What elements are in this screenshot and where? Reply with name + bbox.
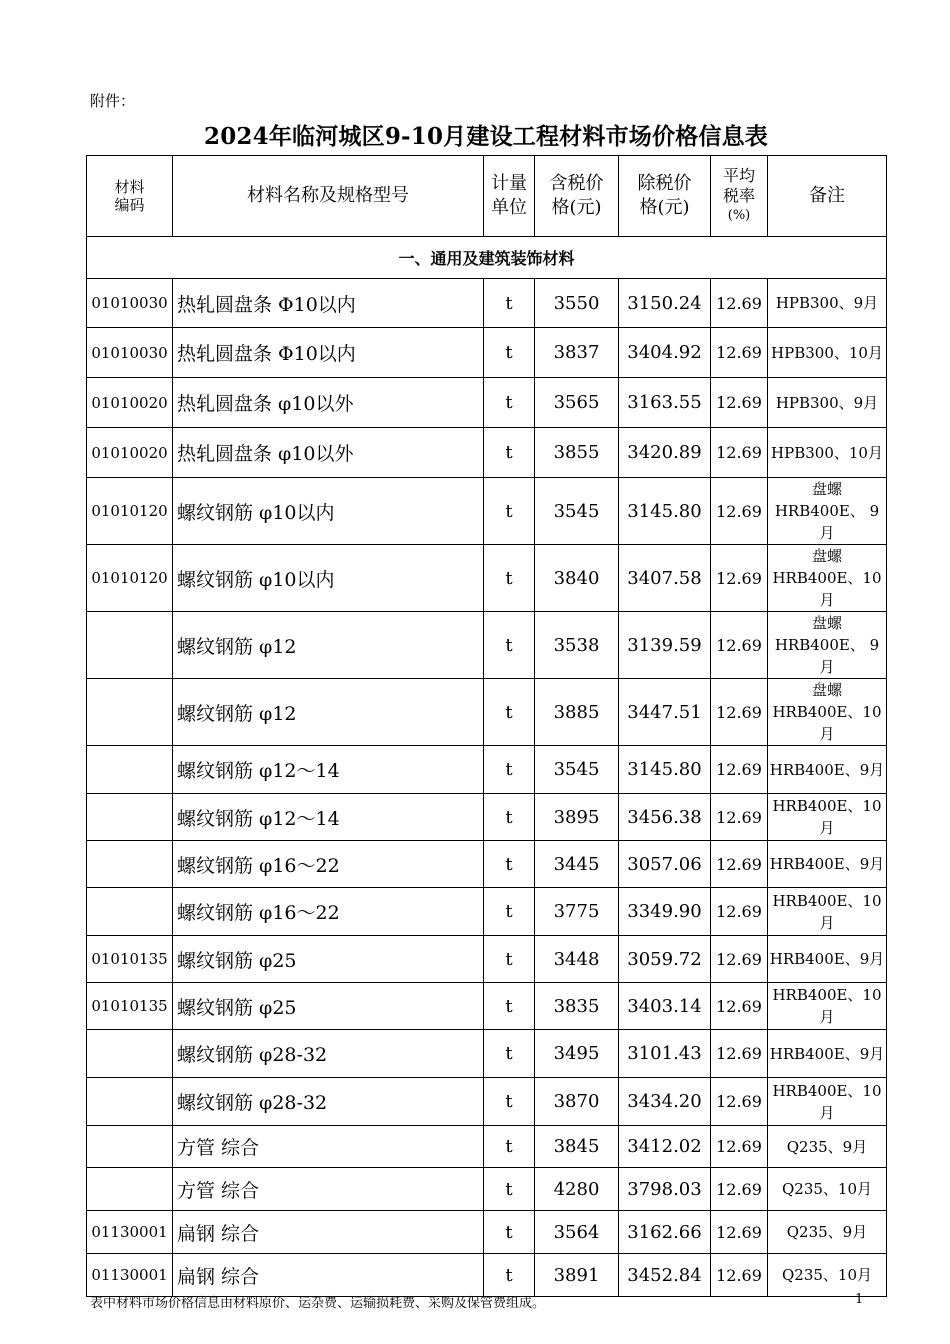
material-code-cell — [87, 1030, 173, 1078]
header-rate-line2: 税率 — [722, 186, 755, 205]
header-untaxed-line2: 格(元) — [639, 197, 690, 218]
taxed-price-cell: 3775 — [535, 888, 619, 936]
table-row — [87, 612, 887, 679]
remark-cell: HPB300、9月 — [768, 279, 887, 328]
table-row — [87, 936, 887, 983]
section-row — [87, 237, 887, 279]
material-code-cell: 01010020 — [87, 378, 173, 428]
unit-cell: t — [484, 746, 535, 794]
tax-rate-cell: 12.69 — [711, 1078, 768, 1126]
unit-cell: t — [484, 983, 535, 1030]
remark-cell: 盘螺HRB400E、10月 — [768, 679, 887, 746]
table-row — [87, 328, 887, 378]
unit-cell: t — [484, 328, 535, 378]
remark-cell: HRB400E、10月 — [768, 1078, 887, 1126]
taxed-price-cell: 3870 — [535, 1078, 619, 1126]
unit-cell: t — [484, 1168, 535, 1211]
tax-rate-cell: 12.69 — [711, 983, 768, 1030]
material-code-cell — [87, 1078, 173, 1126]
remark-cell: Q235、9月 — [768, 1211, 887, 1254]
tax-rate-cell: 12.69 — [711, 679, 768, 746]
section-title: 一、通用及建筑装饰材料 — [87, 237, 887, 279]
material-code-cell — [87, 841, 173, 888]
material-code-cell: 01010030 — [87, 279, 173, 328]
remark-cell: 盘螺HRB400E、 9月 — [768, 478, 887, 545]
taxed-price-cell: 3545 — [535, 746, 619, 794]
table-row — [87, 679, 887, 746]
remark-cell: HRB400E、9月 — [768, 1030, 887, 1078]
table-row — [87, 428, 887, 478]
unit-cell: t — [484, 679, 535, 746]
table-row — [87, 746, 887, 794]
untaxed-price-cell: 3798.03 — [619, 1168, 711, 1211]
page-number: 1 — [855, 1292, 864, 1307]
tax-rate-cell: 12.69 — [711, 478, 768, 545]
untaxed-price-cell: 3150.24 — [619, 279, 711, 328]
untaxed-price-cell: 3163.55 — [619, 378, 711, 428]
header-row — [87, 156, 887, 237]
header-rate-line3: (%) — [727, 208, 751, 223]
tax-rate-cell: 12.69 — [711, 428, 768, 478]
material-code-cell — [87, 679, 173, 746]
tax-rate-cell: 12.69 — [711, 841, 768, 888]
table-row — [87, 1168, 887, 1211]
tax-rate-cell: 12.69 — [711, 746, 768, 794]
remark-cell: 盘螺HRB400E、10月 — [768, 545, 887, 612]
remark-cell: Q235、10月 — [768, 1168, 887, 1211]
header-untaxed-price — [619, 156, 711, 237]
remark-cell: HRB400E、10月 — [768, 983, 887, 1030]
header-name: 材料名称及规格型号 — [173, 156, 484, 237]
unit-cell: t — [484, 478, 535, 545]
tax-rate-cell: 12.69 — [711, 545, 768, 612]
tax-rate-cell: 12.69 — [711, 378, 768, 428]
untaxed-price-cell: 3447.51 — [619, 679, 711, 746]
header-taxed-price — [535, 156, 619, 237]
untaxed-price-cell: 3057.06 — [619, 841, 711, 888]
tax-rate-cell: 12.69 — [711, 279, 768, 328]
table-row — [87, 279, 887, 328]
table-row — [87, 1078, 887, 1126]
tax-rate-cell: 12.69 — [711, 328, 768, 378]
remark-cell: HRB400E、10月 — [768, 888, 887, 936]
unit-cell: t — [484, 378, 535, 428]
taxed-price-cell: 3550 — [535, 279, 619, 328]
remark-cell: HRB400E、9月 — [768, 746, 887, 794]
header-taxed-line2: 格(元) — [551, 197, 602, 218]
remark-cell: HRB400E、10月 — [768, 794, 887, 841]
unit-cell: t — [484, 545, 535, 612]
taxed-price-cell: 3840 — [535, 545, 619, 612]
taxed-price-cell: 3895 — [535, 794, 619, 841]
table-row — [87, 1126, 887, 1168]
taxed-price-cell: 3448 — [535, 936, 619, 983]
material-name-cell: 热轧圆盘条 φ10以外 — [173, 428, 484, 478]
tax-rate-cell: 12.69 — [711, 1211, 768, 1254]
unit-cell: t — [484, 794, 535, 841]
material-name-cell: 螺纹钢筋 φ10以内 — [173, 478, 484, 545]
header-code-line2: 编码 — [114, 196, 145, 214]
tax-rate-cell: 12.69 — [711, 794, 768, 841]
unit-cell: t — [484, 936, 535, 983]
unit-cell: t — [484, 1126, 535, 1168]
material-name-cell: 螺纹钢筋 φ12 — [173, 679, 484, 746]
taxed-price-cell: 3538 — [535, 612, 619, 679]
tax-rate-cell: 12.69 — [711, 1168, 768, 1211]
header-rate-line1: 平均 — [722, 166, 755, 185]
remark-cell: 盘螺HRB400E、 9月 — [768, 612, 887, 679]
tax-rate-cell: 12.69 — [711, 1030, 768, 1078]
unit-cell: t — [484, 1211, 535, 1254]
tax-rate-cell: 12.69 — [711, 936, 768, 983]
unit-cell: t — [484, 1078, 535, 1126]
header-unit-line2: 单位 — [491, 197, 527, 218]
material-code-cell — [87, 888, 173, 936]
unit-cell: t — [484, 279, 535, 328]
unit-cell: t — [484, 612, 535, 679]
remark-cell: HPB300、9月 — [768, 378, 887, 428]
material-code-cell: 01010120 — [87, 545, 173, 612]
material-name-cell: 热轧圆盘条 Φ10以内 — [173, 328, 484, 378]
material-code-cell: 01130001 — [87, 1211, 173, 1254]
table-row — [87, 378, 887, 428]
material-name-cell: 热轧圆盘条 Φ10以内 — [173, 279, 484, 328]
taxed-price-cell: 3891 — [535, 1254, 619, 1297]
untaxed-price-cell: 3456.38 — [619, 794, 711, 841]
table-row — [87, 983, 887, 1030]
header-code — [87, 156, 173, 237]
unit-cell: t — [484, 428, 535, 478]
untaxed-price-cell: 3420.89 — [619, 428, 711, 478]
remark-cell: HPB300、10月 — [768, 428, 887, 478]
price-table — [86, 155, 887, 1297]
table-row — [87, 888, 887, 936]
header-taxed-line1: 含税价 — [549, 173, 604, 194]
tax-rate-cell: 12.69 — [711, 612, 768, 679]
untaxed-price-cell: 3404.92 — [619, 328, 711, 378]
unit-cell: t — [484, 888, 535, 936]
taxed-price-cell: 4280 — [535, 1168, 619, 1211]
tax-rate-cell: 12.69 — [711, 888, 768, 936]
header-untaxed-line1: 除税价 — [637, 173, 692, 194]
material-name-cell: 螺纹钢筋 φ12 — [173, 612, 484, 679]
material-name-cell: 螺纹钢筋 φ16～22 — [173, 888, 484, 936]
remark-cell: HRB400E、9月 — [768, 841, 887, 888]
taxed-price-cell: 3564 — [535, 1211, 619, 1254]
material-name-cell: 螺纹钢筋 φ25 — [173, 983, 484, 1030]
material-code-cell: 01010020 — [87, 428, 173, 478]
material-code-cell — [87, 612, 173, 679]
material-name-cell: 螺纹钢筋 φ28-32 — [173, 1078, 484, 1126]
material-code-cell: 01010135 — [87, 983, 173, 1030]
untaxed-price-cell: 3139.59 — [619, 612, 711, 679]
material-code-cell: 01010120 — [87, 478, 173, 545]
material-code-cell — [87, 746, 173, 794]
header-tax-rate — [711, 156, 768, 237]
tax-rate-cell: 12.69 — [711, 1126, 768, 1168]
table-row — [87, 545, 887, 612]
remark-cell: HRB400E、9月 — [768, 936, 887, 983]
material-code-cell — [87, 794, 173, 841]
unit-cell: t — [484, 1030, 535, 1078]
material-name-cell: 方管 综合 — [173, 1126, 484, 1168]
untaxed-price-cell: 3452.84 — [619, 1254, 711, 1297]
unit-cell: t — [484, 1254, 535, 1297]
taxed-price-cell: 3837 — [535, 328, 619, 378]
tax-rate-cell: 12.69 — [711, 1254, 768, 1297]
material-name-cell: 螺纹钢筋 φ16～22 — [173, 841, 484, 888]
material-name-cell: 扁钢 综合 — [173, 1254, 484, 1297]
untaxed-price-cell: 3059.72 — [619, 936, 711, 983]
taxed-price-cell: 3495 — [535, 1030, 619, 1078]
material-code-cell — [87, 1168, 173, 1211]
untaxed-price-cell: 3145.80 — [619, 746, 711, 794]
material-name-cell: 螺纹钢筋 φ25 — [173, 936, 484, 983]
attachment-label: 附件： — [90, 92, 136, 110]
taxed-price-cell: 3885 — [535, 679, 619, 746]
footer-note: 表中材料市场价格信息由材料原价、运杂费、运输损耗费、采购及保管费组成。 — [90, 1296, 546, 1311]
remark-cell: HPB300、10月 — [768, 328, 887, 378]
untaxed-price-cell: 3434.20 — [619, 1078, 711, 1126]
material-name-cell: 螺纹钢筋 φ28-32 — [173, 1030, 484, 1078]
taxed-price-cell: 3445 — [535, 841, 619, 888]
material-name-cell: 螺纹钢筋 φ10以内 — [173, 545, 484, 612]
material-name-cell: 热轧圆盘条 φ10以外 — [173, 378, 484, 428]
untaxed-price-cell: 3403.14 — [619, 983, 711, 1030]
untaxed-price-cell: 3162.66 — [619, 1211, 711, 1254]
remark-cell: Q235、9月 — [768, 1126, 887, 1168]
page-title: 2024年临河城区9-10月建设工程材料市场价格信息表 — [204, 123, 768, 150]
table-row — [87, 1211, 887, 1254]
table-row — [87, 794, 887, 841]
table-row — [87, 478, 887, 545]
remark-cell: Q235、10月 — [768, 1254, 887, 1297]
header-unit-line1: 计量 — [491, 173, 527, 194]
untaxed-price-cell: 3101.43 — [619, 1030, 711, 1078]
untaxed-price-cell: 3349.90 — [619, 888, 711, 936]
table-row — [87, 841, 887, 888]
unit-cell: t — [484, 841, 535, 888]
table-row — [87, 1254, 887, 1297]
material-code-cell: 01010030 — [87, 328, 173, 378]
taxed-price-cell: 3835 — [535, 983, 619, 1030]
material-code-cell: 01010135 — [87, 936, 173, 983]
taxed-price-cell: 3855 — [535, 428, 619, 478]
header-unit — [484, 156, 535, 237]
material-name-cell: 方管 综合 — [173, 1168, 484, 1211]
material-code-cell — [87, 1126, 173, 1168]
header-remark: 备注 — [768, 156, 887, 237]
header-code-line1: 材料 — [114, 178, 145, 196]
material-name-cell: 扁钢 综合 — [173, 1211, 484, 1254]
untaxed-price-cell: 3407.58 — [619, 545, 711, 612]
material-name-cell: 螺纹钢筋 φ12～14 — [173, 794, 484, 841]
taxed-price-cell: 3845 — [535, 1126, 619, 1168]
taxed-price-cell: 3565 — [535, 378, 619, 428]
untaxed-price-cell: 3145.80 — [619, 478, 711, 545]
material-name-cell: 螺纹钢筋 φ12～14 — [173, 746, 484, 794]
table-row — [87, 1030, 887, 1078]
material-code-cell: 01130001 — [87, 1254, 173, 1297]
taxed-price-cell: 3545 — [535, 478, 619, 545]
untaxed-price-cell: 3412.02 — [619, 1126, 711, 1168]
